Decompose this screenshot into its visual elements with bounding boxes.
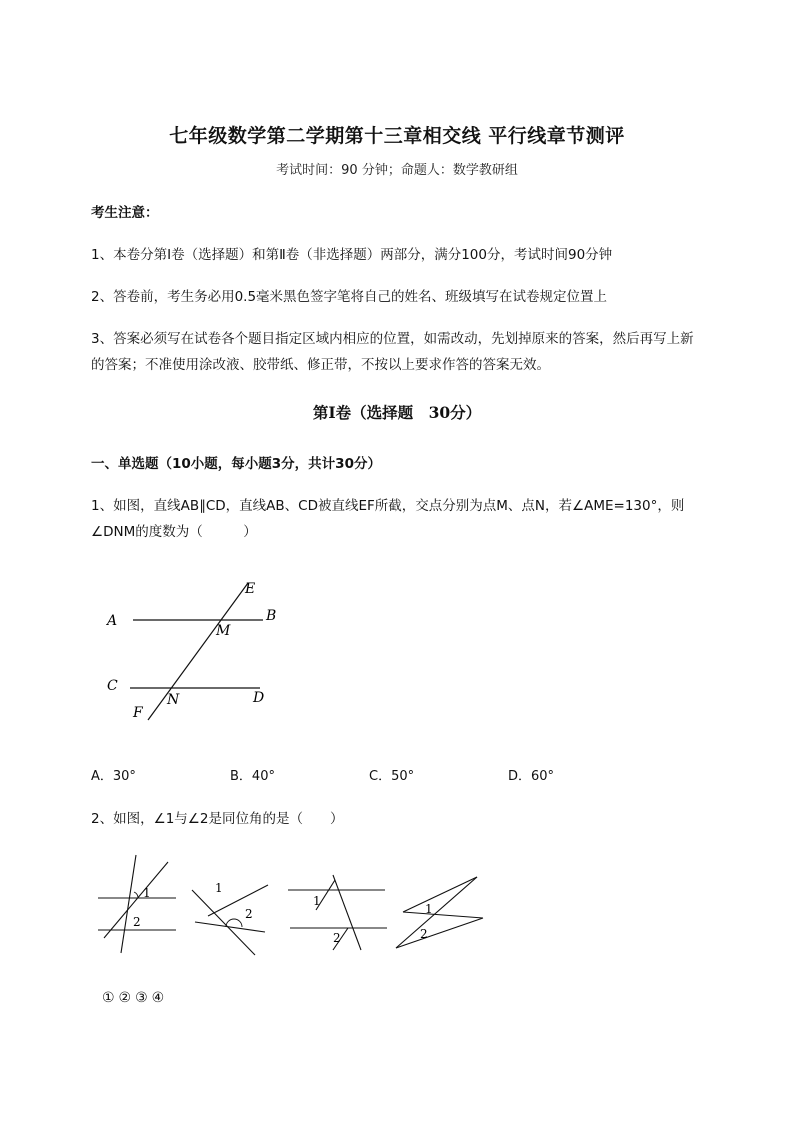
q1-stem-line1: 1、如图，直线AB∥CD，直线AB、CD被直线EF所截，交点分别为点M、点N，若∠AME=130°，则 [91, 498, 685, 514]
label-n: N [167, 692, 180, 708]
exam-title: 七年级数学第二学期第十三章相交线 平行线章节测评 [169, 125, 625, 147]
q2-figure-1 [98, 855, 176, 953]
q2-fig4-angle-2: 2 [420, 927, 428, 941]
label-c: C [107, 678, 118, 694]
q2-figure-numbers: ①②③④ [102, 990, 169, 1006]
q2-stem: 2、如图，∠1与∠2是同位角的是（ ） [91, 811, 344, 827]
q2-figures [90, 850, 500, 970]
label-f: F [133, 705, 143, 721]
q2-fig3-angle-2: 2 [333, 931, 341, 945]
q2-figure-2 [192, 881, 268, 955]
q2-fig2-angle-1: 1 [215, 881, 223, 895]
notice-item-2: 2、答卷前，考生务必用0.5毫米黑色签字笔将自己的姓名、班级填写在试卷规定位置上 [91, 289, 608, 305]
notice-item-3-cont: 的答案；不准使用涂改液、胶带纸、修正带，不按以上要求作答的答案无效。 [91, 357, 550, 373]
label-a: A [107, 613, 118, 629]
notice-item-3: 3、答案必须写在试卷各个题目指定区域内相应的位置，如需改动，先划掉原来的答案，然后再写上新 [91, 331, 694, 347]
notice-heading: 考生注意： [91, 205, 159, 221]
q1-stem-line2: ∠DNM的度数为（ ） [91, 524, 257, 540]
label-m: M [216, 623, 231, 639]
q1-option-a[interactable]: A．30° [91, 769, 136, 784]
label-d: D [253, 690, 265, 706]
q1-option-b[interactable]: B．40° [230, 769, 275, 784]
q2-fig4-angle-1: 1 [425, 902, 433, 916]
q1-figure [95, 575, 295, 725]
q1-option-c[interactable]: C．50° [369, 769, 415, 784]
q2-figure-4 [396, 877, 483, 948]
exam-subtitle: 考试时间：90 分钟；命题人：数学教研组 [276, 163, 518, 178]
section-subheading: 一、单选题（10小题，每小题3分，共计30分） [91, 456, 381, 472]
line-ef [148, 583, 248, 720]
q2-fig1-angle-1: 1 [143, 886, 151, 900]
q2-fig1-angle-2: 2 [133, 915, 141, 929]
notice-item-1: 1、本卷分第I卷（选择题）和第Ⅱ卷（非选择题）两部分，满分100分，考试时间90分钟 [91, 247, 613, 263]
label-e: E [245, 581, 256, 597]
q1-option-d[interactable]: D．60° [508, 769, 555, 784]
q2-fig2-angle-2: 2 [245, 907, 253, 921]
section-title: 第I卷（选择题 30分） [312, 403, 482, 422]
q2-figure-3 [288, 875, 387, 950]
q2-fig3-angle-1: 1 [313, 894, 321, 908]
label-b: B [266, 608, 277, 624]
